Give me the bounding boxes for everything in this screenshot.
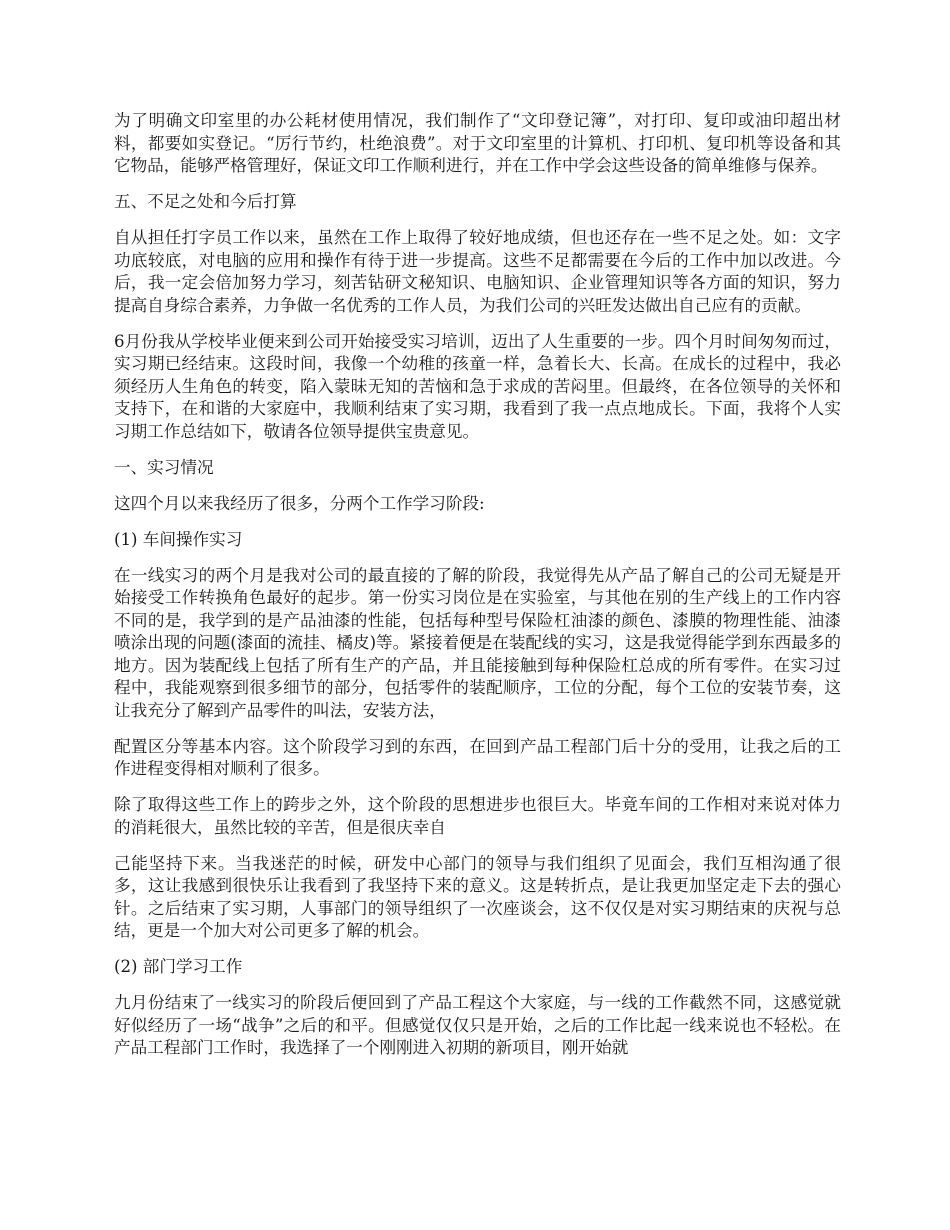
paragraph-mindset: 除了取得这些工作上的跨步之外，这个阶段的思想进步也很巨大。毕竟车间的工作相对来说对体力的消耗很大，虽然比较的辛苦，但是很庆幸自 xyxy=(114,795,841,837)
paragraph-department-detail: 九月份结束了一线实习的阶段后便回到了产品工程这个大家庭，与一线的工作截然不同，这感觉就好似经历了一场“战争”之后的和平。但感觉仅仅只是开始，之后的工作比起一线来说也不轻松。在产品工程部门工作时，我选择了一个刚刚进入初期的新项目，刚开始就 xyxy=(114,993,841,1057)
heading-workshop-practice: (1) 车间操作实习 xyxy=(114,529,243,549)
paragraph-workshop-detail: 在一线实习的两个月是我对公司的最直接的了解的阶段，我觉得先从产品了解自己的公司无疑是开始接受工作转换角色最好的起步。第一份实习岗位是在实验室，与其他在别的生产线上的工作内容不同的是，我学到的是产品油漆的性能，包括每种型号保险杠油漆的颜色、漆膜的物理性能、油漆喷涂出现的问题(漆面的流挂、橘皮)等。紧接着便是在装配线的实习，这是我觉得能学到东西最多的地方。因为装配线上包括了所有生产的产品，并且能接触到每种保险杠总成的所有零件。在实习过程中，我能观察到很多细节的部分，包括零件的装配顺序，工位的分配，每个工位的安装节奏，这让我充分了解到产品零件的叫法，安装方法， xyxy=(114,565,841,720)
paragraph-two-stages: 这四个月以来我经历了很多，分两个工作学习阶段: xyxy=(114,493,485,513)
heading-internship-status: 一、实习情况 xyxy=(114,457,214,477)
heading-department-work: (2) 部门学习工作 xyxy=(114,957,243,976)
document-body xyxy=(114,110,841,1073)
heading-shortcomings: 五、不足之处和今后打算 xyxy=(114,192,297,211)
paragraph-internship-intro: 6月份我从学校毕业便来到公司开始接受实习培训，迈出了人生重要的一步。四个月时间匆匆而过，实习期已经结束。这段时间，我像一个幼稚的孩童一样，急着长大、长高。在成长的过程中，我必须经历人生角色的转变，陷入蒙昧无知的苦恼和急于求成的苦闷里。但最终，在各位领导的关怀和支持下，在和谐的大家庭中，我顺利结束了实习期，我看到了我一点点地成长。下面，我将个人实习期工作总结如下，敬请各位领导提供宝贵意见。 xyxy=(114,331,841,441)
paragraph-persistence: 己能坚持下来。当我迷茫的时候，研发中心部门的领导与我们组织了见面会，我们互相沟通了很多，这让我感到很快乐让我看到了我坚持下来的意义。这是转折点，是让我更加坚定走下去的强心针。之后结束了实习期，人事部门的领导组织了一次座谈会，这不仅仅是对实习期结束的庆祝与总结，更是一个加大对公司更多了解的机会。 xyxy=(114,853,841,940)
paragraph-archive-registry: 为了明确文印室里的办公耗材使用情况，我们制作了“文印登记簿”，对打印、复印或油印超出材料，都要如实登记。“厉行节约，杜绝浪费”。对于文印室里的计算机、打印机、复印机等设备和其它物品，能够严格管理好，保证文印工作顺利进行，并在工作中学会这些设备的简单维修与保养。 xyxy=(114,111,841,175)
paragraph-configuration: 配置区分等基本内容。这个阶段学习到的东西，在回到产品工程部门后十分的受用，让我之后的工作进程变得相对顺利了很多。 xyxy=(114,736,841,778)
paragraph-shortcomings: 自从担任打字员工作以来，虽然在工作上取得了较好地成绩，但也还存在一些不足之处。如：文字功底较底，对电脑的应用和操作有待于进一步提高。这些不足都需要在今后的工作中加以改进。今后，我一定会倍加努力学习，刻苦钻研文秘知识、电脑知识、企业管理知识等各方面的知识，努力提高自身综合素养，力争做一名优秀的工作人员，为我们公司的兴旺发达做出自己应有的贡献。 xyxy=(114,228,841,315)
